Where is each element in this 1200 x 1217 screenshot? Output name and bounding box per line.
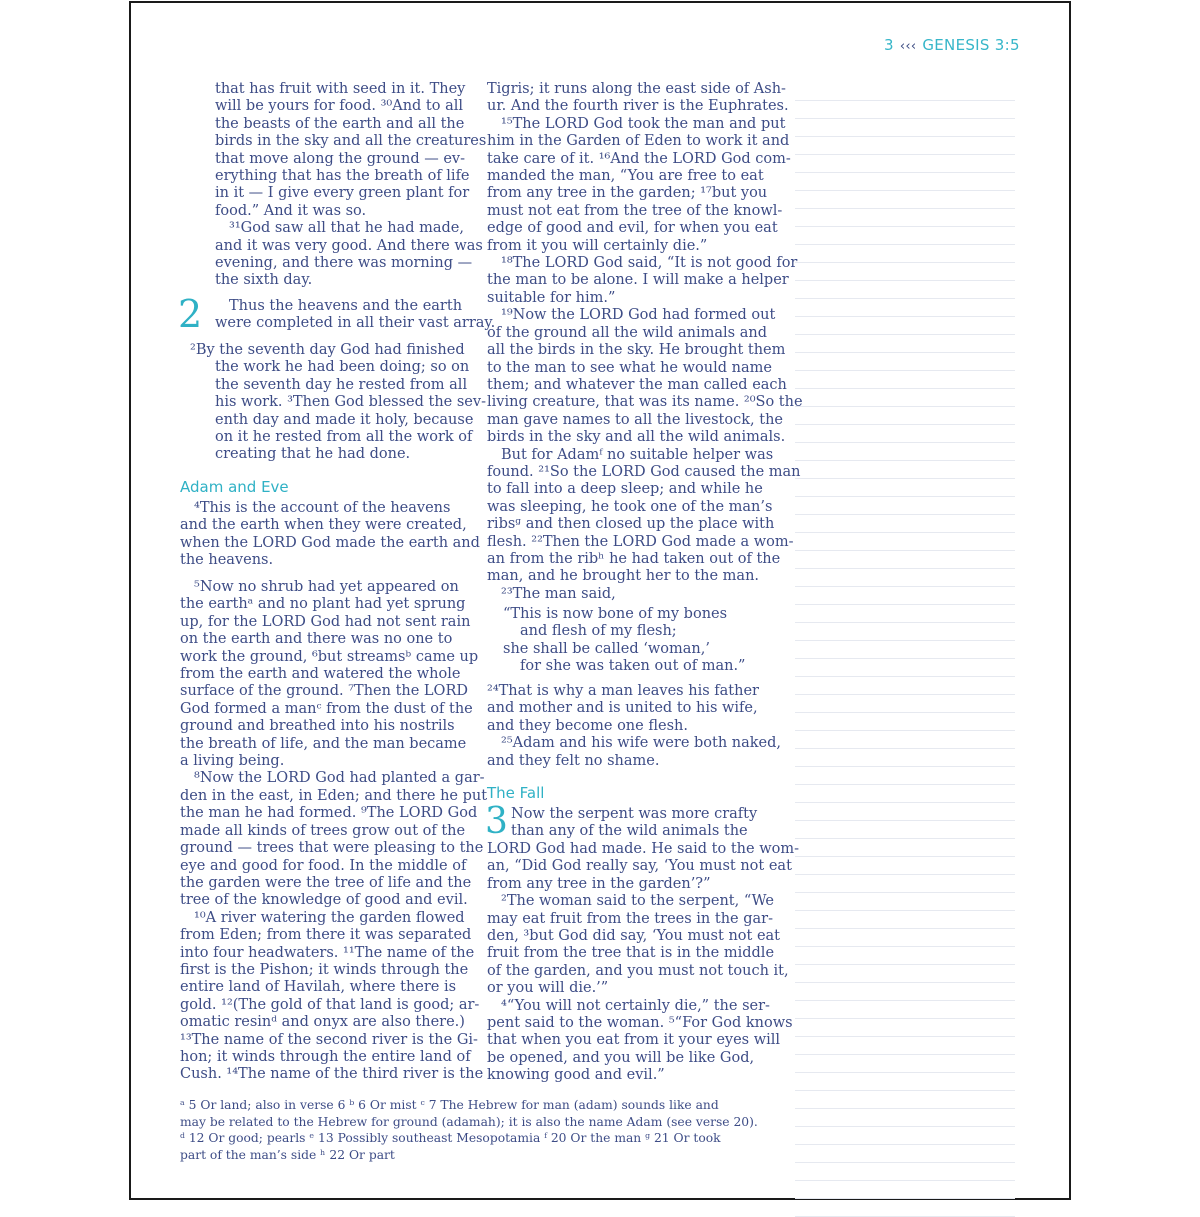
rule-line (795, 911, 1015, 929)
text-line: food.” And it was so. (215, 202, 367, 219)
text-line: Cush. ¹⁴The name of the third river is the (180, 1066, 484, 1083)
chapter-3-lead (511, 806, 757, 841)
rule-line (795, 1181, 1015, 1199)
text-line: the man to be alone. I will make a helper (487, 272, 789, 289)
text-line: work the ground, ⁶but streamsᵇ came up (180, 648, 479, 665)
text-line: to the man to see what he would name (487, 359, 772, 376)
text-line: ¹⁰A river watering the garden flowed (194, 909, 465, 926)
rule-line (795, 263, 1015, 281)
rule-line (795, 875, 1015, 893)
text-line: the beasts of the earth and all the (215, 115, 465, 132)
rule-line (795, 83, 1015, 101)
text-line: the sixth day. (215, 272, 313, 289)
text-line: the garden were the tree of life and the (180, 874, 472, 891)
rule-line (795, 605, 1015, 623)
rule-line (795, 749, 1015, 767)
text-line: creating that he had done. (215, 446, 411, 463)
text-line: ²The woman said to the serpent, “We (501, 893, 774, 910)
rule-line (795, 1037, 1015, 1055)
text-line: enth day and made it holy, because (215, 411, 474, 428)
text-line: to fall into a deep sleep; and while he (487, 481, 763, 498)
rule-line (795, 785, 1015, 803)
rule-line (795, 695, 1015, 713)
text-line: from it you will certainly die.” (487, 237, 708, 254)
footnote-line: ᵃ 5 Or land; also in verse 6 ᵇ 6 Or mist ᶜ 7 The Hebrew for man (adam) sounds like and (180, 1098, 719, 1112)
rule-line (795, 191, 1015, 209)
text-line: must not eat from the tree of the knowl- (487, 202, 783, 219)
text-line: from the earth and watered the whole (180, 666, 461, 683)
text-line: his work. ³Then God blessed the sev- (215, 394, 486, 411)
heading-adam-and-eve: Adam and Eve (180, 478, 289, 496)
text-line: than any of the wild animals the (511, 823, 748, 840)
journaling-lines (795, 83, 1015, 1217)
text-line: will be yours for food. ³⁰And to all (215, 98, 464, 115)
rule-line (795, 101, 1015, 119)
text-line: ⁵Now no shrub had yet appeared on (194, 579, 459, 595)
rule-line (795, 407, 1015, 425)
text-line: eye and good for food. In the middle of (180, 857, 467, 874)
text-line: that has fruit with seed in it. They (215, 81, 466, 97)
col1-top (180, 81, 487, 290)
chapter-3-body (487, 841, 799, 1085)
rule-line (795, 1163, 1015, 1181)
rule-line (795, 551, 1015, 569)
chapter-ref: GENESIS 3:5 (922, 36, 1020, 54)
text-line: ⁴This is the account of the heavens (194, 500, 451, 516)
text-line: living creature, that was its name. ²⁰So the (487, 394, 803, 411)
text-line: an, “Did God really say, ‘You must not eat (487, 858, 792, 875)
text-line: of the ground all the wild animals and (487, 324, 768, 341)
rule-line (795, 119, 1015, 137)
text-line: den, ³but God did say, ‘You must not eat (487, 928, 780, 945)
text-line: ur. And the fourth river is the Euphrates. (487, 98, 789, 115)
text-line: God formed a manᶜ from the dust of the (180, 700, 473, 717)
text-line: birds in the sky and all the creatures (215, 133, 487, 150)
text-line: him in the Garden of Eden to work it and (487, 133, 790, 150)
rule-line (795, 1199, 1015, 1217)
poem-line: “This is now bone of my bones (503, 606, 728, 622)
text-line: the work he had been doing; so on (215, 359, 470, 376)
text-line: made all kinds of trees grow out of the (180, 822, 466, 839)
text-line: and they felt no shame. (487, 752, 660, 769)
text-line: ²⁴That is why a man leaves his father (487, 683, 759, 699)
text-line: flesh. ²²Then the LORD God made a wom- (487, 533, 794, 550)
rule-line (795, 1109, 1015, 1127)
rule-line (795, 389, 1015, 407)
text-line: may eat fruit from the trees in the gar- (487, 910, 773, 927)
text-line: hon; it winds through the entire land of (180, 1048, 471, 1065)
chapter-2-number: 2 (178, 292, 203, 336)
text-line: them; and whatever the man called each (487, 376, 787, 393)
rule-line (795, 515, 1015, 533)
rule-line (795, 713, 1015, 731)
rule-line (795, 1127, 1015, 1145)
text-line: ²By the seventh day God had finished (190, 342, 465, 358)
rule-line (795, 173, 1015, 191)
rule-line (795, 155, 1015, 173)
text-line: Now the serpent was more crafty (511, 806, 758, 822)
text-line: a living being. (180, 753, 285, 770)
text-line: Tigris; it runs along the east side of Ash- (487, 81, 786, 97)
page-number: 3 (884, 36, 894, 54)
footnote-line: part of the man’s side ʰ 22 Or part (180, 1147, 395, 1162)
rule-line (795, 1019, 1015, 1037)
text-line: into four headwaters. ¹¹The name of the (180, 944, 475, 961)
rule-line (795, 839, 1015, 857)
text-line: ¹⁸The LORD God said, “It is not good for (501, 255, 798, 272)
rule-line (795, 533, 1015, 551)
text-line: take care of it. ¹⁶And the LORD God com- (487, 150, 791, 167)
text-line: suitable for him.” (487, 289, 616, 306)
rule-line (795, 1001, 1015, 1019)
rule-line (795, 965, 1015, 983)
text-line: gold. ¹²(The gold of that land is good; ar- (180, 996, 480, 1013)
text-line: ¹⁵The LORD God took the man and put (501, 115, 786, 132)
text-line: manded the man, “You are free to eat (487, 168, 764, 185)
rule-line (795, 803, 1015, 821)
text-line: the breath of life, and the man became (180, 735, 467, 752)
text-line: the earthᵃ and no plant had yet sprung (180, 596, 466, 613)
rule-line (795, 641, 1015, 659)
text-line: pent said to the woman. ⁵“For God knows (487, 1015, 793, 1032)
rule-line (795, 821, 1015, 839)
rule-line (795, 857, 1015, 875)
rule-line (795, 299, 1015, 317)
text-line: erything that has the breath of life (215, 168, 470, 185)
text-line: when the LORD God made the earth and (180, 534, 480, 551)
text-line: on the earth and there was no one to (180, 631, 453, 648)
text-line: or you will die.’” (487, 980, 609, 997)
rule-line (795, 767, 1015, 785)
text-line: ³¹God saw all that he had made, (229, 220, 464, 237)
text-line: surface of the ground. ⁷Then the LORD (180, 683, 468, 700)
text-line: man, and he brought her to the man. (487, 568, 760, 585)
text-line: ²⁵Adam and his wife were both naked, (501, 735, 782, 752)
chapter-3-number: 3 (485, 801, 508, 842)
column-left (180, 81, 487, 290)
text-line: from any tree in the garden’?” (487, 875, 711, 892)
rule-line (795, 443, 1015, 461)
text-line: tree of the knowledge of good and evil. (180, 892, 468, 909)
text-line: knowing good and evil.” (487, 1067, 665, 1084)
poem-line: and flesh of my flesh; (520, 623, 677, 640)
text-line: the man he had formed. ⁹The LORD God (180, 805, 478, 822)
rule-line (795, 1073, 1015, 1091)
poem-line: she shall be called ‘woman,’ (503, 640, 710, 657)
text-line: were completed in all their vast array. (215, 315, 496, 332)
rule-line (795, 461, 1015, 479)
poem-line: for she was taken out of man.” (520, 658, 746, 675)
text-line: omatic resinᵈ and onyx are also there.) (180, 1014, 465, 1031)
footnote-line: ᵈ 12 Or good; pearls ᵉ 13 Possibly southeast Mesopotamia ᶠ 20 Or the man ᵍ 21 Or took (180, 1131, 721, 1145)
rule-line (795, 281, 1015, 299)
text-line: ¹³The name of the second river is the Gi- (180, 1031, 478, 1048)
footnote-line: may be related to the Hebrew for ground (adamah); it is also the name Adam (see verse 20). (180, 1114, 758, 1129)
text-line: was sleeping, he took one of the man’s (487, 498, 773, 515)
text-line: ²³The man said, (501, 585, 616, 602)
rule-line (795, 569, 1015, 587)
rule-line (795, 335, 1015, 353)
rule-line (795, 479, 1015, 497)
text-line: and the earth when they were created, (180, 517, 467, 534)
text-line: up, for the LORD God had not sent rain (180, 613, 471, 630)
text-line: fruit from the tree that is in the middle (487, 945, 775, 962)
text-line: an from the ribʰ he had taken out of the (487, 550, 781, 567)
rule-line (795, 497, 1015, 515)
text-line: birds in the sky and all the wild animals. (487, 429, 786, 446)
rule-line (795, 1055, 1015, 1073)
rule-line (795, 317, 1015, 335)
rule-line (795, 1145, 1015, 1163)
rule-line (795, 893, 1015, 911)
col2-section-a (487, 81, 803, 603)
text-line: of the garden, and you must not touch it, (487, 962, 789, 979)
text-line: on it he rested from all the work of (215, 429, 473, 446)
rule-line (795, 227, 1015, 245)
text-line: all the birds in the sky. He brought them (487, 342, 786, 359)
text-line: found. ²¹So the LORD God caused the man (487, 463, 801, 480)
text-line: Thus the heavens and the earth (229, 298, 463, 314)
rule-line (795, 371, 1015, 389)
text-line: ribsᵍ and then closed up the place with (487, 516, 775, 533)
rule-line (795, 137, 1015, 155)
heading-the-fall: The Fall (487, 784, 545, 802)
col2-section-b (487, 683, 781, 770)
text-line: ¹⁹Now the LORD God had formed out (501, 307, 776, 324)
text-line: den in the east, in Eden; and there he put (180, 787, 488, 804)
text-line: in it — I give every green plant for (215, 185, 470, 202)
text-line: ground — trees that were pleasing to the (180, 840, 484, 857)
text-line: and it was very good. And there was (215, 237, 483, 254)
text-line: the seventh day he rested from all (215, 376, 468, 393)
footnotes (180, 1097, 758, 1163)
running-header (884, 36, 1020, 54)
rule-line (795, 587, 1015, 605)
text-line: the heavens. (180, 552, 274, 569)
text-line: LORD God had made. He said to the wom- (487, 841, 799, 857)
rule-line (795, 947, 1015, 965)
text-line: first is the Pishon; it winds through the (180, 961, 469, 978)
rule-line (795, 245, 1015, 263)
text-line: that when you eat from it your eyes will (487, 1032, 781, 1049)
rule-line (795, 623, 1015, 641)
text-line: man gave names to all the livestock, the (487, 411, 783, 428)
poem (503, 606, 745, 676)
rule-line (795, 1091, 1015, 1109)
col1-section-b (180, 579, 487, 1084)
rule-line (795, 425, 1015, 443)
text-line: ground and breathed into his nostrils (180, 718, 455, 735)
text-line: ⁸Now the LORD God had planted a gar- (194, 770, 485, 787)
text-line: ⁴“You will not certainly die,” the ser- (501, 997, 770, 1014)
rule-line (795, 677, 1015, 695)
rule-line (795, 983, 1015, 1001)
rule-line (795, 731, 1015, 749)
col1-section-a (180, 500, 480, 570)
text-line: from any tree in the garden; ¹⁷but you (487, 185, 768, 202)
rule-line (795, 659, 1015, 677)
text-line: entire land of Havilah, where there is (180, 979, 457, 996)
chevrons-icon: ‹‹‹ (899, 39, 917, 54)
chapter-2-lead (215, 298, 495, 333)
text-line: evening, and there was morning — (215, 255, 473, 272)
text-line: But for Adamᶠ no suitable helper was (501, 446, 774, 463)
text-line: be opened, and you will be like God, (487, 1049, 755, 1066)
text-line: and mother and is united to his wife, (487, 700, 758, 717)
text-line: from Eden; from there it was separated (180, 927, 472, 944)
rule-line (795, 209, 1015, 227)
rule-line (795, 929, 1015, 947)
text-line: and they become one flesh. (487, 717, 688, 734)
rule-line (795, 353, 1015, 371)
text-line: that move along the ground — ev- (215, 150, 465, 167)
text-line: edge of good and evil, for when you eat (487, 220, 778, 237)
chapter-2-body (190, 342, 486, 464)
